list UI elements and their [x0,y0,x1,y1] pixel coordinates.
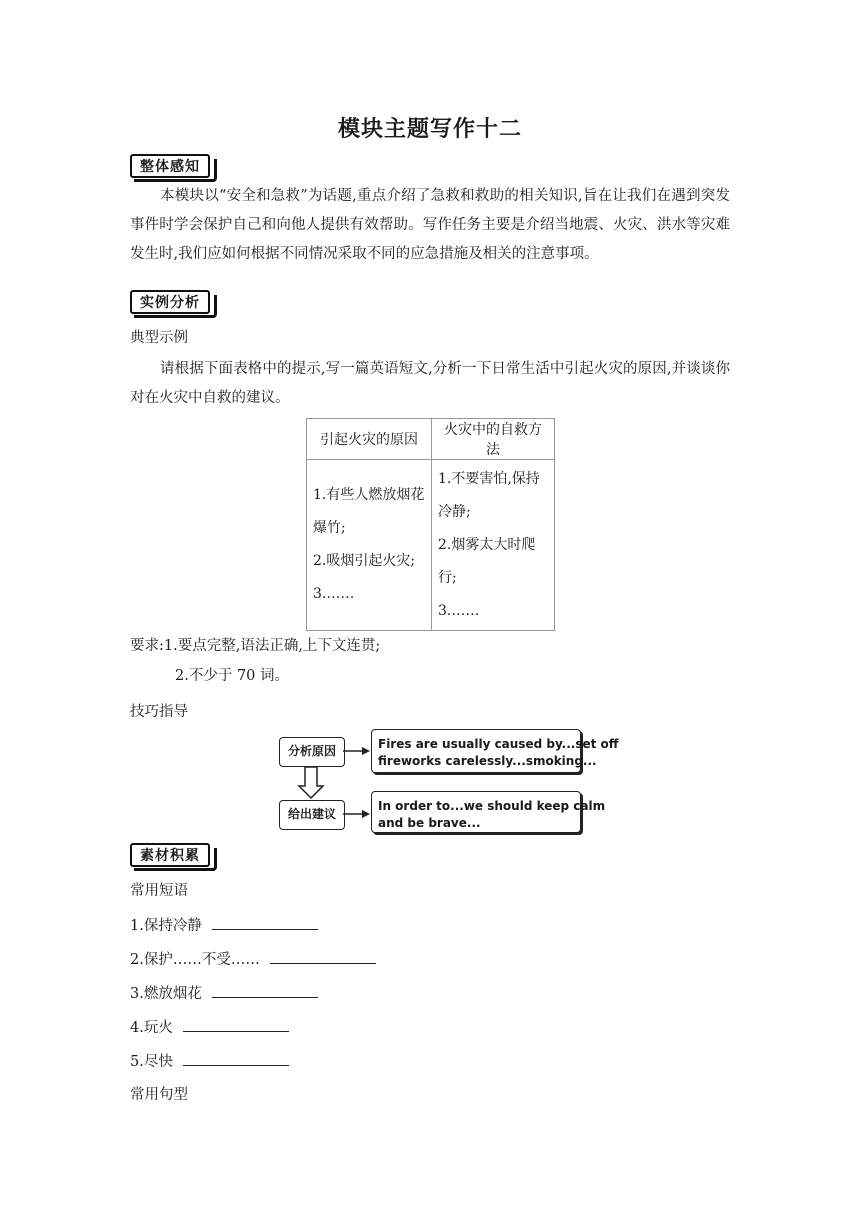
phrase-text: 4.玩火 [130,1020,173,1036]
flow-step-label: 分析原因 [287,744,336,758]
list-item: 2.烟雾太大时爬行; [438,536,536,586]
answer-blank[interactable] [270,949,376,964]
list-item [130,914,318,935]
overview-paragraph: 本模块以“安全和急救”为话题,重点介绍了急救和救助的相关知识,旨在让我们在遇到突发事件时学会保护自己和向他人提供有效帮助。写作任务主要是介绍当地震、火灾、洪水等灾难发生时,我们应如何根据不同情况采取不同的应急措施及相关的注意事项。 [130,188,730,262]
list-item [130,1050,289,1071]
section-tag-label: 实例分析 [140,295,200,311]
phrase-text: 1.保持冷静 [130,918,202,934]
answer-blank[interactable] [183,1017,289,1032]
phrase-text: 5.尽快 [130,1054,173,1070]
list-item [130,1016,289,1037]
list-item: 1.有些人燃放烟花爆竹; [313,487,425,536]
example-label: 典型示例 [130,330,188,346]
answer-blank[interactable] [212,983,318,998]
page-title: 模块主题写作十二 [337,117,522,142]
table-header: 引起火灾的原因 [307,419,432,460]
flow-step-label: 给出建议 [287,807,336,821]
list-item: 3.…… [438,602,480,619]
flow-text-line: fireworks carelessly...smoking... [378,754,597,768]
phrase-text: 2.保护……不受…… [130,952,260,968]
requirements-line-1: 要求:1.要点完整,语法正确,上下文连贯; [130,638,381,654]
list-item: 3.…… [313,586,355,602]
list-item: 2.吸烟引起火灾; [313,553,416,569]
task-paragraph: 请根据下面表格中的提示,写一篇英语短文,分析一下日常生活中引起火灾的原因,并谈谈你对在火灾中自救的建议。 [130,361,730,406]
answer-blank[interactable] [183,1051,289,1066]
list-item [130,982,318,1003]
phrases-label: 常用短语 [130,883,188,899]
table-header: 火灾中的自救方法 [432,419,555,460]
phrase-text: 3.燃放烟花 [130,986,202,1002]
flow-text-line: Fires are usually caused by...set off [378,737,619,751]
flow-text-advice [371,791,606,833]
section-tag-label: 整体感知 [140,159,200,175]
answer-blank[interactable] [212,915,318,930]
section-tag-label: 素材积累 [140,848,200,864]
requirements-line-2: 2.不少于 70 词。 [175,668,290,684]
flow-text-line: In order to...we should keep calm [378,799,606,813]
flow-text-line: and be brave... [378,816,481,830]
list-item [130,948,376,969]
flow-text-causes [371,729,619,773]
sentences-label: 常用句型 [130,1087,188,1103]
tips-label: 技巧指导 [130,704,188,720]
list-item: 1.不要害怕,保持冷静; [438,470,540,520]
